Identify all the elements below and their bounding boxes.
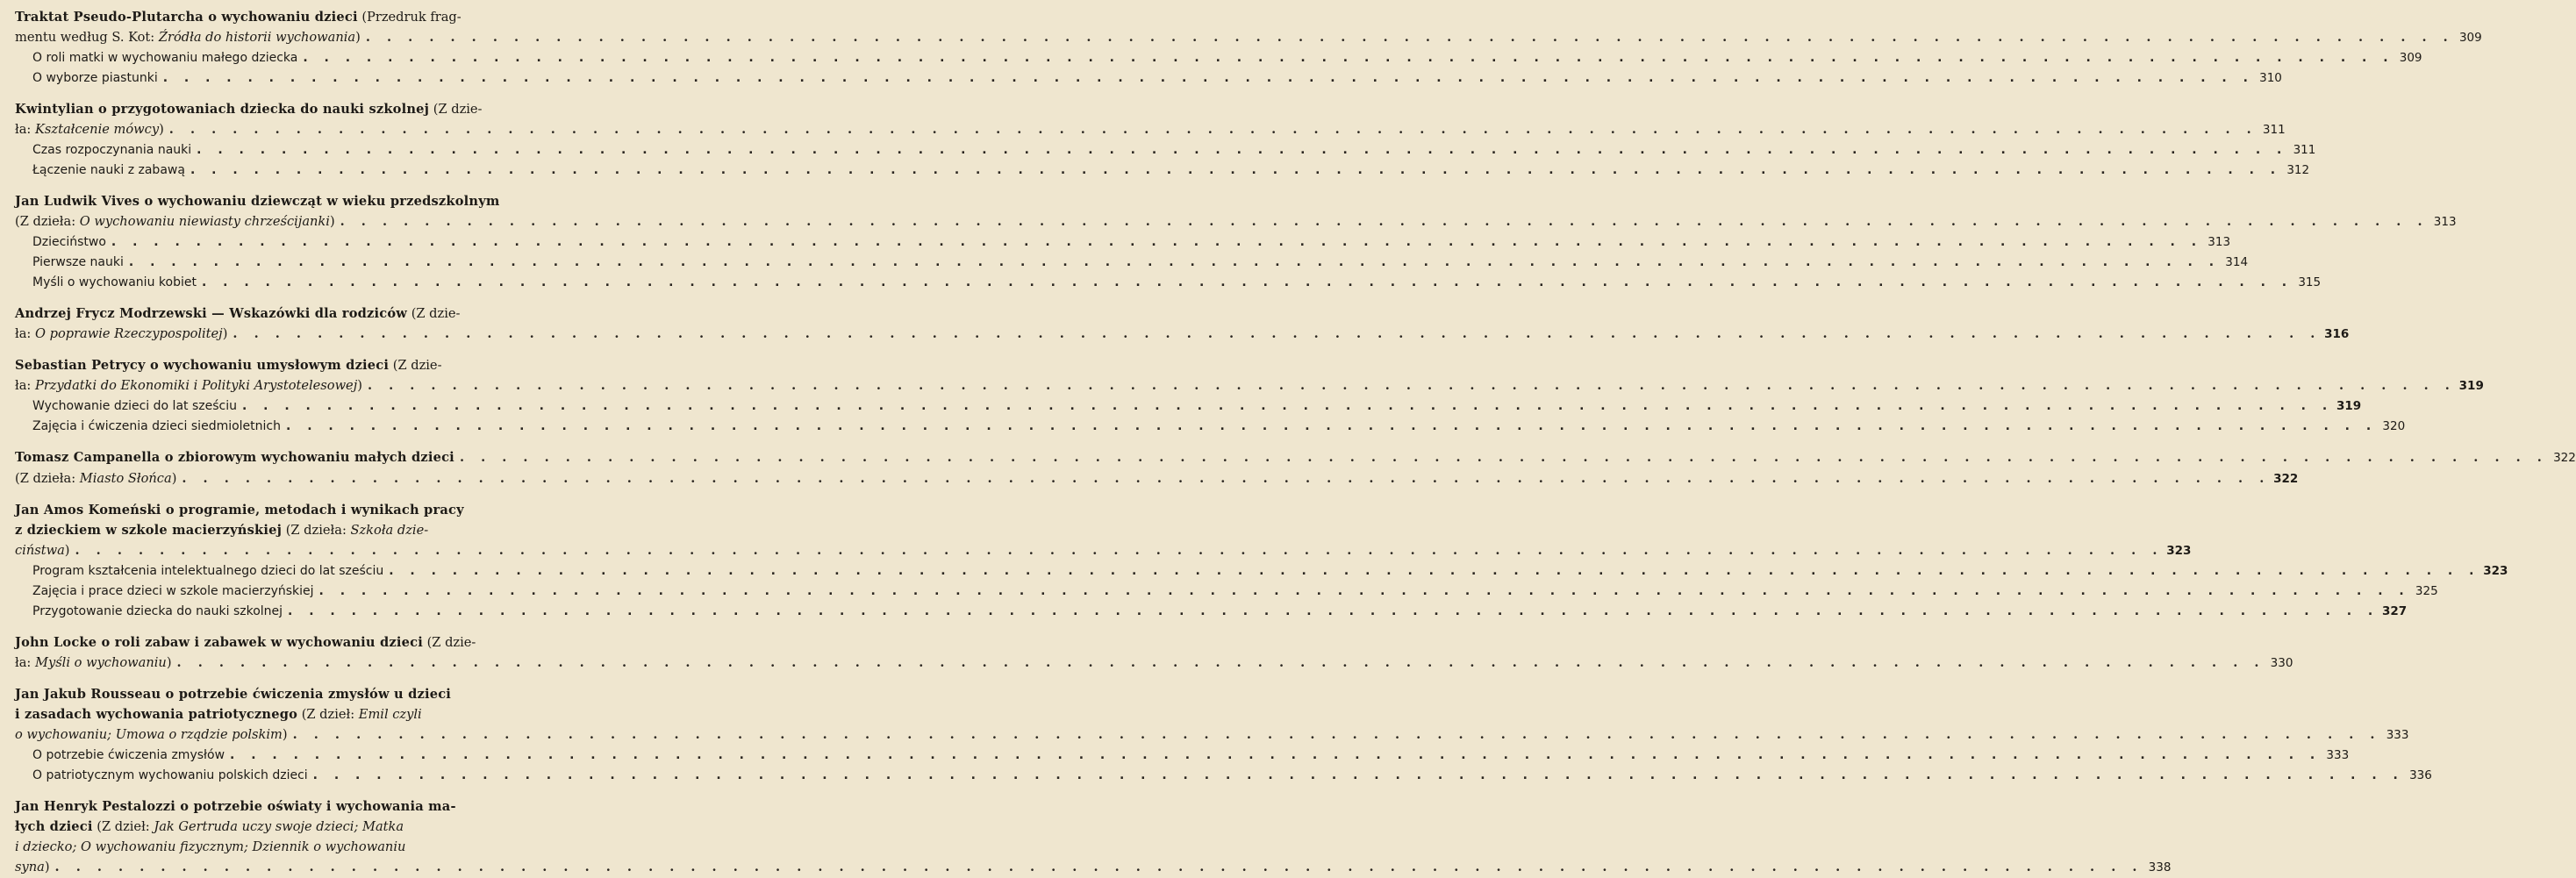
toc-subentry[interactable] — [15, 602, 2408, 622]
leader-dots — [197, 273, 2293, 293]
toc-subentry[interactable] — [15, 417, 2406, 437]
entry-title-cont: i zasadach wychowania patriotycznego — [15, 707, 298, 722]
toc-line — [15, 817, 532, 837]
toc-line — [15, 857, 2172, 878]
toc-line — [15, 375, 2484, 396]
entry-source-suffix: ) — [159, 122, 164, 137]
toc-line — [15, 324, 2350, 345]
subentry-title: Myśli o wychowaniu kobiet — [32, 275, 197, 289]
toc-line — [15, 540, 2192, 561]
toc-line — [15, 7, 532, 27]
leader-dots — [362, 375, 2456, 396]
page-number[interactable]: 319 — [2458, 379, 2484, 393]
leader-dots — [288, 725, 2381, 745]
subentry-title: O potrzebie ćwiczenia zmysłów — [32, 748, 225, 762]
leader-dots — [297, 48, 2394, 68]
toc-subentry[interactable] — [15, 273, 2322, 293]
page-number: 310 — [2259, 71, 2282, 85]
toc-line — [15, 725, 2409, 746]
toc-line — [15, 355, 532, 375]
page-number[interactable]: 316 — [2324, 327, 2350, 341]
toc-entry-modrzewski — [15, 303, 2350, 345]
entry-source-note: (Z dzie- — [422, 635, 476, 650]
toc-line — [15, 684, 532, 704]
page-number: 327 — [2382, 604, 2408, 618]
toc-subentry[interactable] — [15, 396, 2362, 417]
page-number: 309 — [2399, 51, 2422, 65]
subentry-title: Przygotowanie dziecka do nauki szkolnej — [32, 604, 283, 618]
entry-source-prefix: mentu według S. Kot: — [15, 30, 159, 45]
entry-title: Tomasz Campanella o zbiorowym wychowaniu małych dzieci — [15, 450, 454, 465]
toc-subentry[interactable] — [15, 140, 2316, 161]
toc-entry-petrycy — [15, 355, 2484, 437]
entry-source-prefix: ła: — [15, 378, 35, 393]
entry-title: Jan Amos Komeński o programie, metodach i wynikach pracy — [15, 503, 464, 518]
toc-entry-komensky — [15, 500, 2508, 622]
entry-source-suffix: ) — [64, 543, 70, 558]
subentry-title: Program kształcenia intelektualnego dzieci do lat sześciu — [32, 564, 384, 578]
page-number[interactable]: 330 — [2270, 656, 2293, 670]
subentry-title: Zajęcia i prace dzieci w szkole macierzyńskiej — [32, 584, 314, 598]
leader-dots — [106, 232, 2202, 253]
page-number[interactable]: 322 — [2273, 472, 2299, 486]
entry-source-suffix: ) — [282, 727, 288, 742]
toc-line — [15, 653, 2293, 674]
page-number[interactable]: 333 — [2386, 728, 2409, 742]
entry-title: Jan Henryk Pestalozzi o potrzebie oświaty i wychowania ma- — [15, 799, 456, 814]
toc-line — [15, 119, 2286, 140]
toc-line — [15, 468, 2299, 489]
toc-subentry[interactable] — [15, 746, 2350, 766]
subentry-title: Łączenie nauki z zabawą — [32, 163, 185, 177]
entry-source-title: Przydatki do Ekonomiki i Polityki Arystotelesowej — [35, 378, 358, 393]
entry-title-cont: z dzieckiem w szkole macierzyńskiej — [15, 523, 283, 538]
toc-line — [15, 837, 532, 857]
toc-entry-pseudo-plutarch — [15, 7, 2482, 89]
entry-source-suffix: ) — [357, 378, 362, 393]
page-number: 313 — [2207, 235, 2231, 249]
entry-source-note: (Z dzie- — [429, 102, 483, 117]
toc-subentry[interactable] — [15, 68, 2282, 89]
toc-line — [15, 704, 532, 725]
entry-source-title: O poprawie Rzeczypospolitej — [35, 326, 223, 341]
subentry-title: Dzieciństwo — [32, 235, 106, 249]
leader-dots — [225, 746, 2321, 766]
leader-dots — [283, 602, 2379, 622]
leader-dots — [227, 324, 2321, 344]
entry-source-prefix: (Z dzieła: — [282, 523, 351, 538]
toc-entry-rousseau — [15, 684, 2432, 786]
leader-dots — [172, 653, 2265, 673]
toc-entry-locke — [15, 632, 2293, 674]
toc-entry-pestalozzi — [15, 796, 2172, 878]
entry-source-suffix: ) — [44, 860, 50, 874]
leader-dots — [158, 68, 2254, 89]
toc-line — [15, 447, 2576, 468]
toc-line — [15, 520, 532, 540]
subentry-title: Zajęcia i ćwiczenia dzieci siedmioletnich — [32, 419, 281, 433]
entry-source-title: Źródła do historii wychowania — [158, 30, 356, 45]
entry-source-suffix: ) — [355, 30, 361, 45]
toc-line — [15, 191, 532, 211]
subentry-title: Pierwsze nauki — [32, 255, 124, 269]
toc-subentry[interactable] — [15, 582, 2438, 602]
entry-source-title: Myśli o wychowaniu — [35, 655, 167, 670]
leader-dots — [314, 582, 2410, 602]
entry-source-note: (Z dzie- — [407, 306, 461, 321]
entry-source-prefix: (Z dzieła: — [15, 214, 80, 229]
leader-dots — [185, 161, 2281, 181]
page-number: 311 — [2293, 143, 2316, 157]
toc-entry-vives — [15, 191, 2457, 293]
page-number[interactable]: 311 — [2262, 123, 2286, 137]
toc-subentry[interactable] — [15, 561, 2508, 582]
entry-title: Jan Jakub Rousseau o potrzebie ćwiczenia zmysłów u dzieci — [15, 687, 452, 702]
entry-source-title: O wychowaniu niewiasty chrześcijanki — [79, 214, 330, 229]
subentry-title: O patriotycznym wychowaniu polskich dzieci — [32, 768, 308, 782]
toc-entry-campanella — [15, 447, 2576, 489]
entry-source-title-cont: syna — [15, 860, 45, 874]
toc-line — [15, 27, 2482, 48]
subentry-title: Wychowanie dzieci do lat sześciu — [32, 399, 237, 413]
leader-dots — [454, 447, 2548, 468]
page-number: 319 — [2336, 399, 2362, 413]
leader-dots — [191, 140, 2287, 161]
entry-source-prefix: ła: — [15, 655, 35, 670]
entry-source-prefix: (Z dzieła: — [15, 471, 80, 486]
leader-dots — [70, 540, 2164, 560]
page-number: 333 — [2326, 748, 2350, 762]
entry-title: Traktat Pseudo-Plutarcha o wychowaniu dzieci — [15, 10, 358, 25]
leader-dots — [308, 766, 2404, 786]
page-number: 323 — [2483, 564, 2508, 578]
entry-source-suffix: ) — [171, 471, 177, 486]
entry-source-title-cont: i dziecko; O wychowaniu fizycznym; Dziennik o wychowaniu — [15, 839, 406, 854]
entry-title: Jan Ludwik Vives o wychowaniu dziewcząt w wieku przedszkolnym — [15, 194, 500, 209]
leader-dots — [176, 468, 2270, 489]
toc-line — [15, 303, 532, 324]
page-number: 315 — [2298, 275, 2322, 289]
toc-subentry[interactable] — [15, 766, 2432, 786]
entry-title-cont: łych dzieci — [15, 819, 93, 834]
leader-dots — [281, 417, 2377, 437]
toc-subentry[interactable] — [15, 161, 2310, 181]
entry-source-title: Miasto Słońca — [79, 471, 172, 486]
entry-source-suffix: ) — [166, 655, 172, 670]
toc-line — [15, 99, 532, 119]
leader-dots — [383, 561, 2479, 582]
subentry-title: O wyborze piastunki — [32, 71, 158, 85]
toc-line — [15, 211, 2457, 232]
page-number: 314 — [2225, 255, 2249, 269]
page-number: 320 — [2382, 419, 2406, 433]
leader-dots — [50, 857, 2143, 877]
toc-subentry[interactable] — [15, 232, 2231, 253]
entry-source-title-cont: ciństwa — [15, 543, 65, 558]
entry-source-title: Kształcenie mówcy — [35, 122, 160, 137]
entry-source-title-cont: o wychowaniu; Umowa o rządzie polskim — [15, 727, 283, 742]
page-number[interactable]: 338 — [2148, 860, 2172, 874]
page-number: 325 — [2415, 584, 2438, 598]
entry-source-title: Jak Gertruda uczy swoje dzieci; Matka — [154, 819, 404, 834]
leader-dots — [335, 211, 2429, 232]
leader-dots — [237, 396, 2333, 417]
entry-title: Andrzej Frycz Modrzewski — Wskazówki dla rodziców — [15, 306, 408, 321]
leader-dots — [361, 27, 2454, 47]
page-number[interactable]: 323 — [2166, 544, 2192, 558]
entry-source-prefix: ła: — [15, 122, 35, 137]
subentry-title: Czas rozpoczynania nauki — [32, 143, 192, 157]
entry-source-title: Emil czyli — [358, 707, 422, 722]
entry-source-title: Szkoła dzie- — [350, 523, 429, 538]
page-number[interactable]: 322 — [2553, 451, 2576, 465]
toc-entry-quintilian — [15, 99, 2316, 181]
page-number[interactable]: 313 — [2433, 215, 2457, 229]
entry-source-prefix: (Z dzieł: — [92, 819, 154, 834]
entry-title: Kwintylian o przygotowaniach dziecka do nauki szkolnej — [15, 102, 430, 117]
entry-source-suffix: ) — [222, 326, 228, 341]
toc-subentry[interactable] — [15, 48, 2422, 68]
leader-dots — [124, 253, 2220, 273]
toc-line — [15, 632, 532, 653]
leader-dots — [164, 119, 2258, 139]
entry-source-suffix: ) — [329, 214, 335, 229]
entry-source-note: (Przedruk frag- — [357, 10, 462, 25]
toc-line — [15, 500, 532, 520]
entry-source-prefix: (Z dzieł: — [297, 707, 359, 722]
entry-title: Sebastian Petrycy o wychowaniu umysłowym dzieci — [15, 358, 390, 373]
entry-source-prefix: ła: — [15, 326, 35, 341]
entry-title: John Locke o roli zabaw i zabawek w wychowaniu dzieci — [15, 635, 423, 650]
entry-source-note: (Z dzie- — [389, 358, 442, 373]
subentry-title: O roli matki w wychowaniu małego dziecka — [32, 51, 298, 65]
toc-subentry[interactable] — [15, 253, 2249, 273]
toc-line — [15, 796, 532, 817]
page-number: 312 — [2286, 163, 2310, 177]
page-number[interactable]: 309 — [2458, 31, 2482, 45]
page-number: 336 — [2409, 768, 2432, 782]
